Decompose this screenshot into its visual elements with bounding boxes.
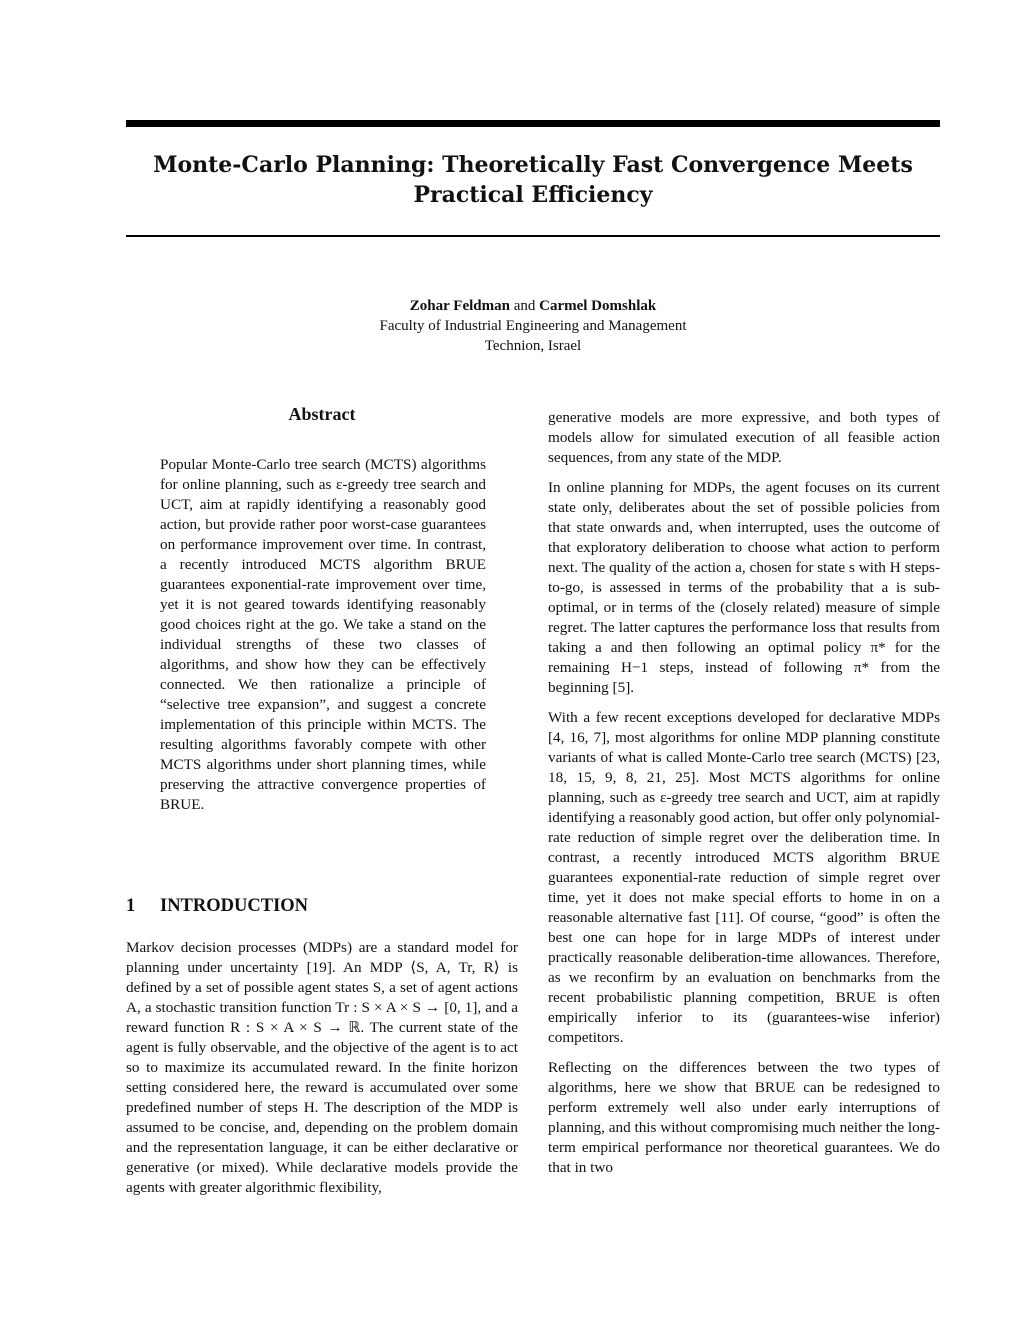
section-heading-introduction: [126, 896, 518, 917]
right-column: [548, 408, 940, 1178]
location: Technion, Israel: [484, 338, 582, 354]
abstract-body: [160, 455, 486, 815]
right-paragraph-4: Reflecting on the differences between the two types of algorithms, here we show that BRUE can be redesigned to perform extremely well also under early interruptions of planning, and this without compromising much neither the long-term empirical performance nor theoretical guarantees. We do that in two: [548, 1059, 940, 1176]
right-paragraph-3: With a few recent exceptions developed for declarative MDPs [4, 16, 7], most algorithms for online MDP planning constitute variants of what is called Monte-Carlo tree search (MCTS) [23, 18, 15, 9, 8, 21, 25]. Most MCTS algorithms for online planning, such as ε-greedy tree search and UCT, aim at rapidly identifying a reasonably good action, but offer only polynomial-rate reduction of simple regret over the deliberation time. In contrast, a recently introduced MCTS algorithm BRUE guarantees exponential-rate reduction of simple regret over time, yet it does not make special efforts to home in on a reasonable alternative fast [11]. Of course, “good” is often the best one can hope for in large MDPs of interest under practically reasonable deliberation-time allowances. Therefore, as we reconfirm by an evaluation on benchmarks from the recent probabilistic planning competition, BRUE is often empirically inferior to its (guarantees-wise inferior) competitors.: [548, 709, 940, 1046]
section-number: 1: [126, 896, 136, 916]
author-2: Carmel Domshlak: [539, 298, 657, 314]
affiliation: Faculty of Industrial Engineering and Management: [379, 318, 687, 334]
abstract-heading: Abstract: [288, 404, 356, 424]
title-line-2: Practical Efficiency: [413, 182, 653, 208]
author-1: Zohar Feldman: [409, 298, 510, 314]
right-paragraph-2: In online planning for MDPs, the agent focuses on its current state only, deliberates about the set of possible policies from that state onwards and, when interrupted, uses the outcome of that exploratory deliberation to choose what action to perform next. The quality of the action a, chosen for state s with H steps-to-go, is assessed in terms of the probability that a is sub-optimal, or in terms of the (closely related) measure of simple regret. The latter captures the performance loss that results from taking a and then following an optimal policy π* for the remaining H−1 steps, instead of following π* from the beginning [5].: [548, 479, 940, 696]
title-bottom-rule: [126, 235, 940, 237]
intro-paragraph-1: Markov decision processes (MDPs) are a standard model for planning under uncertainty [19]. An MDP ⟨S, A, Tr, R⟩ is defined by a set of possible agent states S, a set of agent actions A, a stochastic transition function Tr : S × A × S → [0, 1], and a reward function R : S × A × S → ℝ. The current state of the agent is fully observable, and the objective of the agent is to act so to maximize its accumulated reward. In the finite horizon setting considered here, the reward is accumulated over some predefined number of steps H. The description of the MDP is assumed to be concise, and, depending on the problem domain and the representation language, it can be either declarative or generative (or mixed). While declarative models provide the agents with greater algorithmic flexibility,: [126, 939, 518, 1196]
title-top-rule: [126, 120, 940, 127]
abstract-text: Popular Monte-Carlo tree search (MCTS) algorithms for online planning, such as ε-greedy tree search and UCT, aim at rapidly identifying a reasonably good action, but provide rather poor worst-case guarantees on performance improvement over time. In contrast, a recently introduced MCTS algorithm BRUE guarantees exponential-rate improvement over time, yet it is not geared towards identifying reasonably good choices right at the go. We take a stand on the individual strengths of these two classes of algorithms, and show how they can be effectively connected. We then rationalize a principle of “selective tree expansion”, and suggest a concrete implementation of this principle within MCTS. The resulting algorithms favorably compete with other MCTS algorithms under short planning times, while preserving the attractive convergence properties of BRUE.: [160, 456, 486, 813]
right-paragraph-1: generative models are more expressive, and both types of models allow for simulated execution of all feasible action sequences, from any state of the MDP.: [548, 409, 940, 466]
intro-left-column: [126, 938, 518, 1198]
author-separator: and: [509, 298, 540, 314]
author-block: [126, 296, 940, 356]
title-line-1: Monte-Carlo Planning: Theoretically Fast Convergence Meets: [153, 152, 913, 178]
author-line: [126, 296, 940, 316]
paper-title: [126, 150, 940, 210]
section-title: INTRODUCTION: [160, 896, 309, 916]
